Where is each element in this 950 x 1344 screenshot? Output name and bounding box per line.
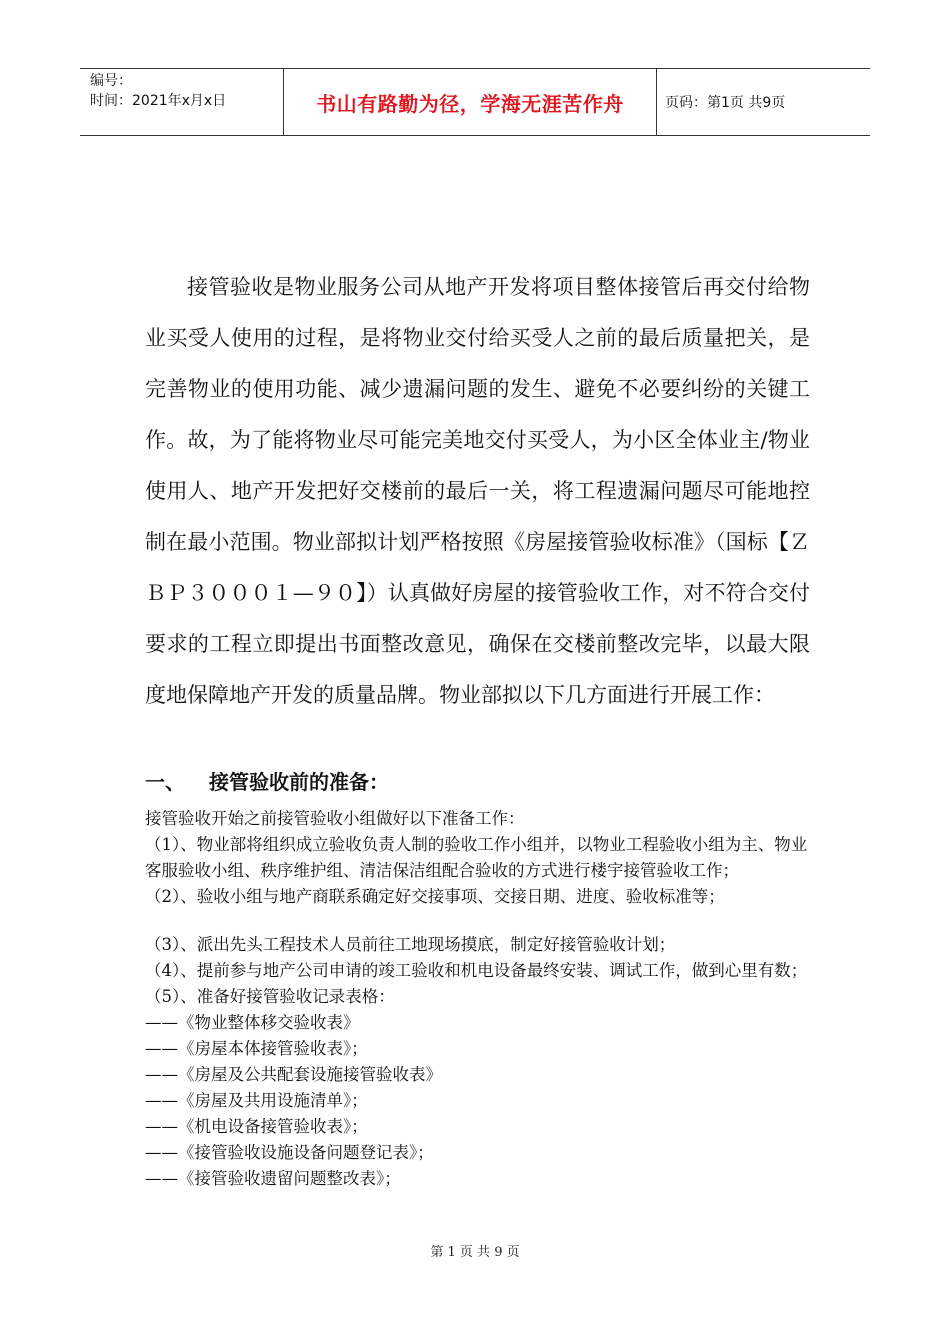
serial-label: 编号： (90, 73, 132, 89)
date-label: 时间：2021年x月x日 (90, 93, 227, 109)
intro-paragraph: 接管验收是物业服务公司从地产开发将项目整体接管后再交付给物业买受人使用的过程，是将物业交付给买受人之前的最后质量把关，是完善物业的使用功能、减少遗漏问题的发生、避免不必要纠纷的关键工作。故，为了能将物业尽可能完美地交付买受人，为小区全体业主/物业使用人、地产开发把好交楼前的最后一关，将工程遗漏问题尽可能地控制在最小范围。物业部拟计划严格按照《房屋接管验收标准》（国标【ＺＢＰ３０００１—９０】）认真做好房屋的接管验收工作，对不符合交付要求的工程立即提出书面整改意见，确保在交楼前整改完毕，以最大限度地保障地产开发的质量品牌。物业部拟以下几方面进行开展工作： (145, 275, 810, 707)
form-item: ——《机电设备接管验收表》； (145, 1117, 368, 1136)
form-item: ——《接管验收遗留问题整改表》； (145, 1169, 401, 1188)
form-item: ——《接管验收设施设备问题登记表》； (145, 1143, 434, 1162)
page-footer: 第 1 页 共 9 页 (430, 1245, 520, 1260)
header-page-cell (657, 69, 870, 135)
header-motto: 书山有路勤为径，学海无涯苦作舟 (316, 91, 624, 116)
document-header (80, 68, 870, 136)
prep-item-2: （2）、验收小组与地产商联系确定好交接事项、交接日期、进度、验收标准等； (145, 887, 725, 906)
prep-item-1: （1）、物业部将组织成立验收负责人制的验收工作小组并，以物业工程验收小组为主、物业客服验收小组、秩序维护组、清洁保洁组配合验收的方式进行楼宇接管验收工作； (145, 835, 808, 880)
section-heading (145, 766, 389, 795)
preparation-list (145, 806, 815, 1192)
form-item: ——《物业整体移交验收表》 (145, 1013, 360, 1032)
prep-item-3: （3）、派出先头工程技术人员前往工地现场摸底，制定好接管验收计划； (145, 935, 676, 954)
prep-lead: 接管验收开始之前接管验收小组做好以下准备工作： (145, 809, 525, 828)
form-item: ——《房屋及共用设施清单》； (145, 1091, 368, 1110)
prep-item-5: （5）、准备好接管验收记录表格： (145, 987, 395, 1006)
section-number: 一、 (145, 770, 185, 794)
form-item: ——《房屋本体接管验收表》； (145, 1039, 368, 1058)
section-title: 接管验收前的准备： (209, 770, 389, 794)
header-motto-cell (283, 69, 657, 135)
form-item: ——《房屋及公共配套设施接管验收表》 (145, 1065, 442, 1084)
prep-item-4: （4）、提前参与地产公司申请的竣工验收和机电设备最终安装、调试工作，做到心里有数； (145, 961, 808, 980)
page-label: 页码：第1页 共9页 (665, 95, 786, 111)
header-left-cell (80, 69, 283, 135)
